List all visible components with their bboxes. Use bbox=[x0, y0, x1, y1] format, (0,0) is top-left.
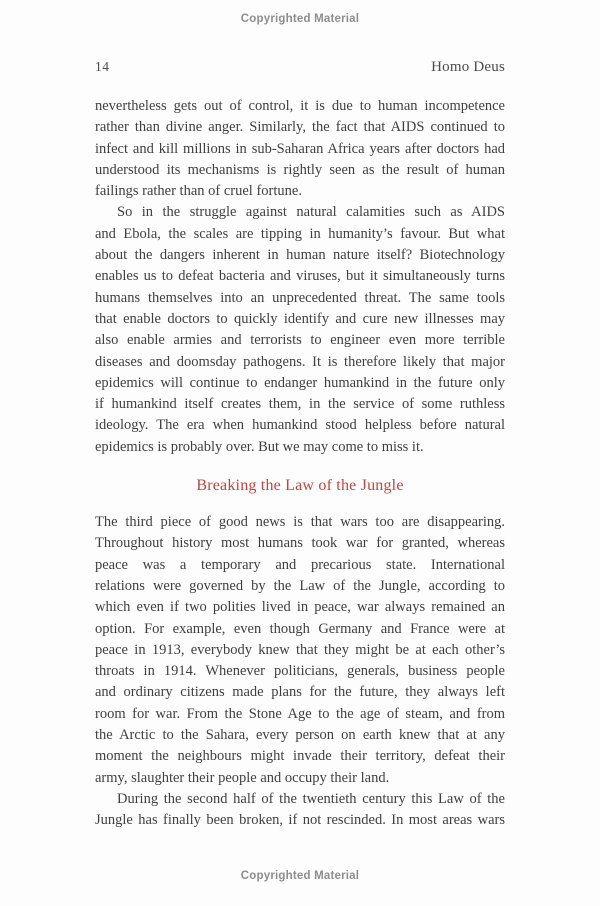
body-line: rather than divine anger. Similarly, the fact that AIDS continued to bbox=[95, 119, 505, 136]
body-line: epidemics will continue to endanger humankind in the future only bbox=[95, 374, 505, 391]
body-line: also enable armies and terrorists to engineer even more terrible bbox=[95, 332, 505, 349]
body-line: which even if two polities lived in peace, war always remained an bbox=[95, 599, 505, 616]
body-line: room for war. From the Stone Age to the age of steam, and from bbox=[95, 705, 505, 722]
body-line: peace in 1913, everybody knew that they might be at each other’s bbox=[95, 641, 505, 658]
body-line: the Arctic to the Sahara, every person on earth knew that at any bbox=[95, 727, 505, 744]
body-line: The third piece of good news is that wars too are disappearing. bbox=[95, 514, 505, 531]
body-line: diseases and doomsday pathogens. It is therefore likely that major bbox=[95, 353, 505, 370]
body-line: epidemics is probably over. But we may come to miss it. bbox=[95, 438, 424, 455]
body-line: moment the neighbours might invade their territory, defeat their bbox=[95, 748, 505, 765]
body-line: throats in 1914. Whenever politicians, generals, business people bbox=[95, 663, 505, 680]
body-line: Jungle has finally been broken, if not rescinded. In most areas wars bbox=[95, 812, 505, 829]
paragraph bbox=[95, 96, 505, 202]
section-heading: Breaking the Law of the Jungle bbox=[196, 477, 404, 495]
running-book-title: Homo Deus bbox=[431, 59, 505, 75]
body-line: relations were governed by the Law of the Jungle, according to bbox=[95, 577, 505, 594]
paragraph bbox=[95, 789, 505, 832]
paragraph bbox=[95, 202, 505, 458]
body-line: Throughout history most humans took war for granted, whereas bbox=[95, 535, 505, 552]
body-line: failings rather than of cruel fortune. bbox=[95, 183, 302, 200]
body-line: During the second half of the twentieth century this Law of the bbox=[117, 790, 505, 807]
body-line: if humankind itself creates them, in the service of some ruthless bbox=[95, 396, 505, 413]
body-line: humans themselves into an unprecedented threat. The same tools bbox=[95, 289, 505, 306]
body-line: nevertheless gets out of control, it is due to human incompetence bbox=[95, 98, 505, 114]
copyright-notice-top: Copyrighted Material bbox=[240, 13, 360, 25]
body-line: that enable doctors to quickly identify and cure new illnesses may bbox=[95, 310, 505, 327]
body-line: ideology. The era when humankind stood helpless before natural bbox=[95, 417, 505, 434]
page-number: 14 bbox=[95, 59, 110, 74]
paragraph bbox=[95, 512, 505, 789]
body-line: about the dangers inherent in human nature itself? Biotechnology bbox=[95, 247, 505, 264]
body-line: and Ebola, the scales are tipping in humanity’s favour. But what bbox=[95, 225, 505, 242]
body-line: peace was a temporary and precarious state. International bbox=[95, 556, 505, 573]
body-line: army, slaughter their people and occupy their land. bbox=[95, 769, 390, 786]
body-line: enables us to defeat bacteria and viruses, but it simultaneously turns bbox=[95, 268, 505, 285]
body-line: So in the struggle against natural calamities such as AIDS bbox=[117, 204, 505, 221]
body-line: infect and kill millions in sub-Saharan Africa years after doctors had bbox=[95, 140, 505, 157]
body-text-column bbox=[95, 96, 505, 832]
body-line: option. For example, even though Germany and France were at bbox=[95, 620, 505, 637]
body-line: understood its mechanisms is rightly seen as the result of human bbox=[95, 161, 505, 178]
copyright-notice-bottom: Copyrighted Material bbox=[240, 870, 360, 882]
page-header bbox=[95, 59, 505, 76]
body-line: and ordinary citizens made plans for the future, they always left bbox=[95, 684, 505, 701]
